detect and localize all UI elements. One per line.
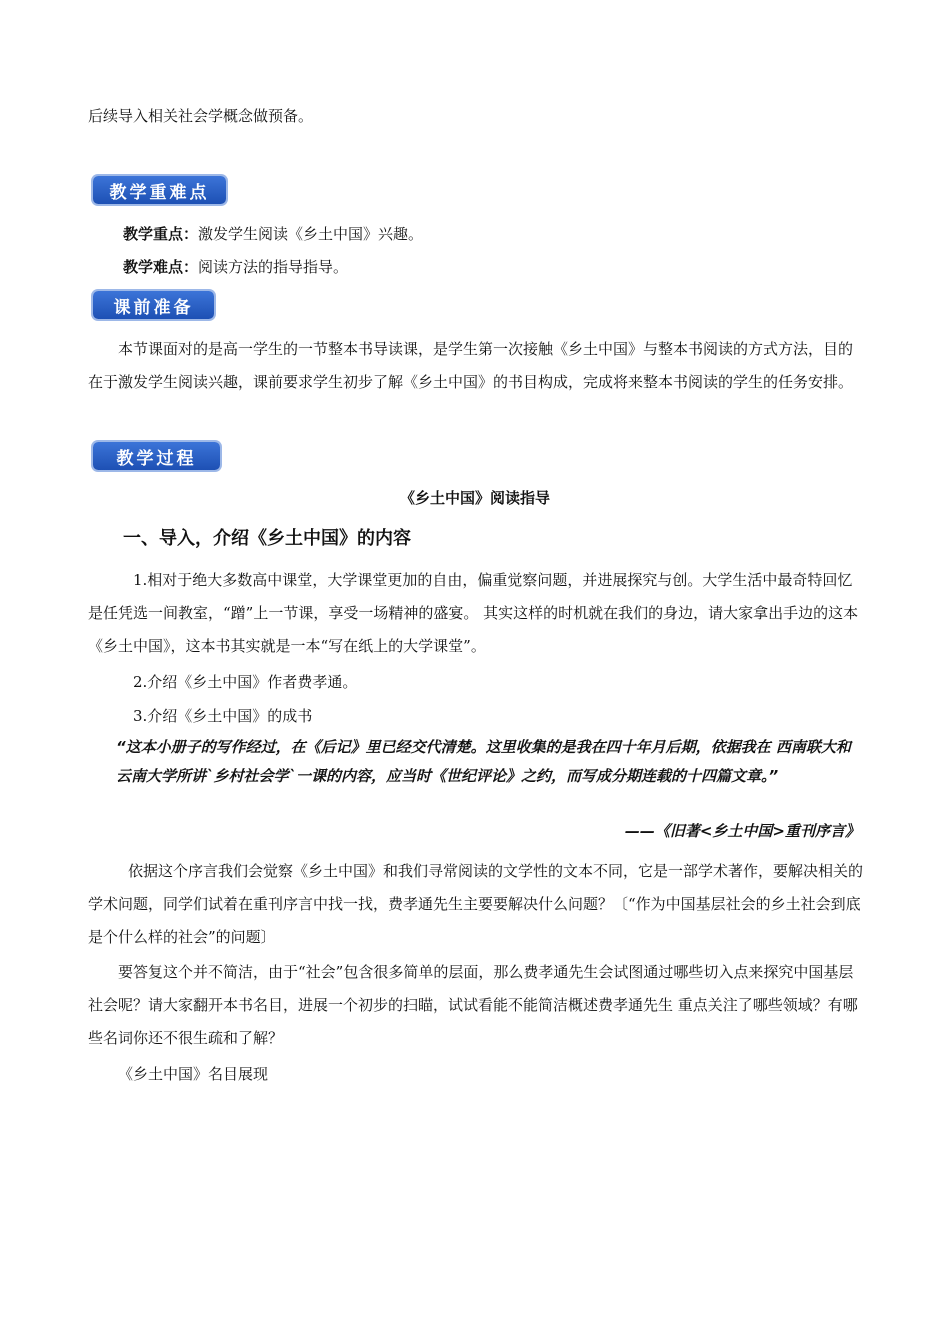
- list-item-3: 3.介绍《乡土中国》的成书: [133, 707, 313, 725]
- list-item-2: 2.介绍《乡土中国》作者费孝通。: [133, 673, 358, 691]
- key-point-line: [123, 218, 423, 251]
- section-badge-prep: 课前准备: [93, 291, 214, 319]
- section-badge-difficulty: 教学重难点: [93, 176, 226, 204]
- prep-paragraph: 本节课面对的是高一学生的一节整本书导读课，是学生第一次接触《乡土中国》与整本书阅读的方式方法，目的在于激发学生阅读兴趣，课前要求学生初步了解《乡土中国》的书目构成，完成将来整本书阅读的学生的任务安排。: [88, 340, 854, 391]
- paragraph-a: 依据这个序言我们会觉察《乡土中国》和我们寻常阅读的文学性的文本不同，它是一部学术著作，要解决相关的学术问题，同学们试着在重刊序言中找一找，费孝通先生主要要解决什么问题？〔“作为中国基层社会的乡土社会到底是个什么样的社会”的问题〕: [88, 862, 864, 946]
- preface-quote: “这本小册子的写作经过，在《后记》里已经交代清楚。这里收集的是我在四十年月后期，依据我在 西南联大和云南大学所讲`乡村社会学`一课的内容，应当时《世纪评论》之约，而写成分期连载的十四篇文章。”: [116, 738, 851, 785]
- section-badge-process: 教学过程: [93, 442, 220, 470]
- difficult-point-text: 阅读方法的指导指导。: [198, 258, 349, 276]
- paragraph-b: 要答复这个并不简洁，由于“社会”包含很多简单的层面，那么费孝通先生会试图通过哪些切入点来探究中国基层社会呢？请大家翻开本书名目，进展一个初步的扫瞄，试试看能不能简洁概述费孝通先生 重点关注了哪些领域？有哪些名词你还不很生疏和了解？: [88, 963, 858, 1047]
- paragraph-c: 《乡土中国》名目展现: [118, 1065, 269, 1083]
- key-point-text: 激发学生阅读《乡土中国》兴趣。: [198, 225, 424, 243]
- difficult-point-label: 教学难点：: [123, 258, 199, 276]
- lesson-title: 《乡土中国》阅读指导: [399, 489, 550, 507]
- intro-tail-text: 后续导入相关社会学概念做预备。: [88, 107, 314, 125]
- list-item-1: 1.相对于绝大多数高中课堂，大学课堂更加的自由，偏重觉察问题，并进展探究与创。大学生活中最奇特回忆是任凭选一间教室，“蹭”上一节课，享受一场精神的盛宴。 其实这样的时机就在我们的身边，请大家拿出手边的这本《乡土中国》，这本书其实就是一本“写在纸上的大学课堂”。: [88, 571, 859, 655]
- section-heading-1: 一、导入，介绍《乡土中国》的内容: [123, 528, 411, 549]
- key-point-label: 教学重点：: [123, 225, 199, 243]
- difficult-point-line: [123, 251, 348, 284]
- quote-source: ——《旧著<乡土中国>重刊序言》: [624, 822, 860, 840]
